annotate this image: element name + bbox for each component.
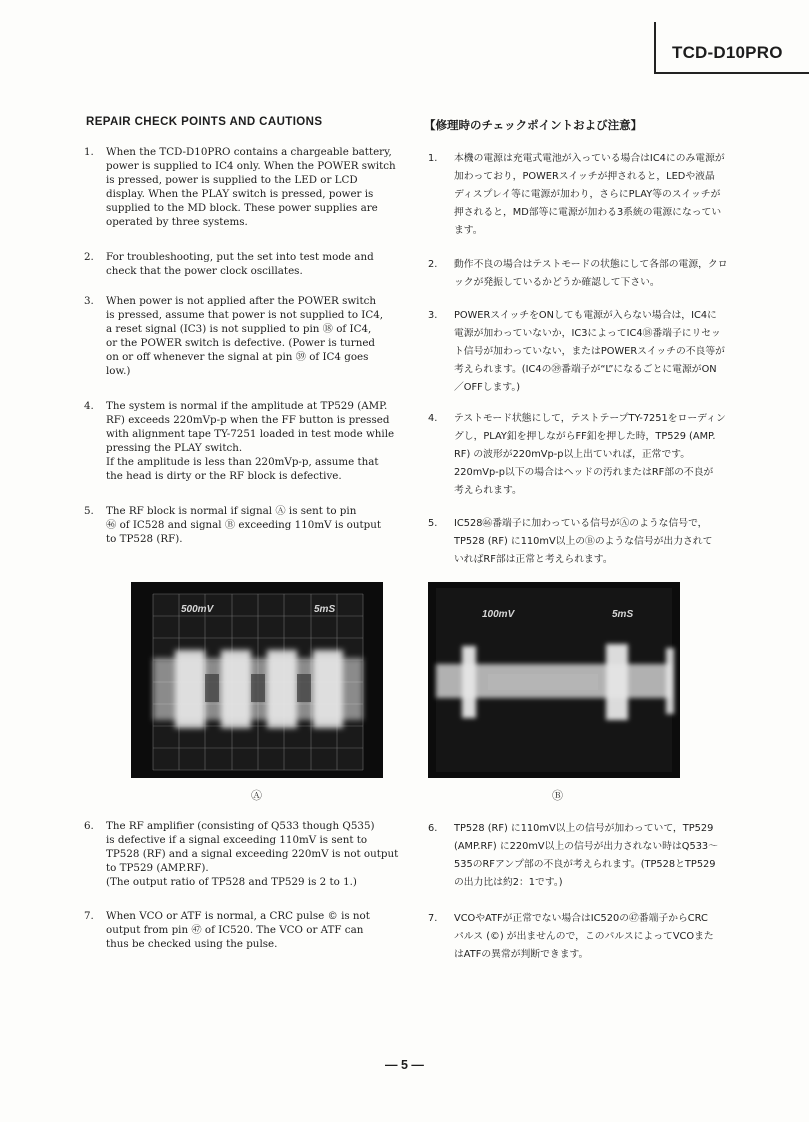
oscilloscope-photo-a bbox=[131, 582, 383, 778]
item-number: 3. bbox=[428, 310, 438, 321]
scope-b-time-label: 5mS bbox=[612, 609, 634, 620]
scope-a-caption: Ⓐ bbox=[251, 789, 262, 802]
item-text: TP528 (RF) に110mV以上の信号が加わっていて，TP529 (AMP.RF) に220mV以上の信号が出力されない時はQ533～ 535のRFアンプ部の不良が考えられます。(TP528とTP529 の出力比は約2：1です。) bbox=[454, 823, 718, 888]
item-text: POWERスイッチをONしても電源が入らない場合は，IC4に 電源が加わっていないか，IC3によってIC4⑱番端子にリセッ ト信号が加わっていない，またはPOWERスイッチの不良等が 考えられます。(IC4の㊴番端子が“L”になるごとに電源がON ／OFFします。) bbox=[454, 310, 725, 393]
item-number: 5. bbox=[428, 518, 438, 529]
item-text: When the TCD-D10PRO contains a chargeable battery, power is supplied to IC4 only. When the POWER switch is pressed, power is supplied to the LED or LCD display. When the PLAY switch is pressed, power is supplied to the MD block. These power supplies are operated by three systems. bbox=[106, 146, 396, 228]
item-number: 2. bbox=[84, 251, 94, 263]
item-number: 1. bbox=[84, 146, 94, 158]
item-number: 4. bbox=[428, 413, 438, 424]
item-number: 6. bbox=[84, 820, 94, 832]
scope-b-volts-label: 100mV bbox=[482, 609, 515, 620]
item-text: 本機の電源は充電式電池が入っている場合はIC4にのみ電源が 加わっており，POWERスイッチが押されると，LEDや液晶 ディスプレイ等に電源が加わり，さらにPLAY等のスイッチが 押されると，MD部等に電源が加わる3系統の電源になってい ます。 bbox=[454, 153, 725, 236]
item-number: 3. bbox=[84, 295, 94, 307]
oscilloscope-photo-b bbox=[428, 582, 680, 778]
item-text: The RF amplifier (consisting of Q533 though Q535) is defective if a signal exceeding 110mV is sent to TP528 (RF) and a signal exceeding 220mV is not output to TP529 (AMP.RF). (The output ratio of TP528 and TP529 is 2 to 1.) bbox=[106, 820, 399, 888]
item-number: 7. bbox=[84, 910, 94, 922]
item-text: The system is normal if the amplitude at TP529 (AMP. RF) exceeds 220mVp-p when the FF button is pressed with alignment tape TY-7251 loaded in test mode while pressing the PLAY switch. If the amplitude is less than 220mVp-p, assume that the head is dirty or the RF block is defective. bbox=[106, 400, 395, 482]
item-text: 動作不良の場合はテストモードの状態にして各部の電源，クロ ックが発振しているかどうか確認して下さい。 bbox=[454, 259, 728, 288]
section-heading-jp: 【修理時のチェックポイントおよび注意】 bbox=[424, 118, 643, 132]
item-number: 4. bbox=[84, 400, 94, 412]
scope-a-volts-label: 500mV bbox=[181, 604, 214, 615]
item-text: VCOやATFが正常でない場合はIC520の㊼番端子からCRC パルス (©) が出ませんので，このパルスによってVCOまた はATFの異常が判断できます。 bbox=[454, 913, 714, 960]
item-text: The RF block is normal if signal Ⓐ is sent to pin ㊻ of IC528 and signal Ⓑ exceeding 110mV is output to TP528 (RF). bbox=[106, 505, 381, 545]
item-number: 1. bbox=[428, 153, 438, 164]
item-text: IC528㊻番端子に加わっている信号がⒶのような信号で， TP528 (RF) に110mV以上のⒷのような信号が出力されて いればRF部は正常と考えられます。 bbox=[454, 518, 713, 565]
item-number: 6. bbox=[428, 823, 438, 834]
page-number: — 5 — bbox=[385, 1058, 424, 1072]
scope-trace-a bbox=[131, 582, 383, 778]
item-number: 5. bbox=[84, 505, 94, 517]
item-text: テストモード状態にして，テストテープTY-7251をローディン グし，PLAY釦を押しながらFF釦を押した時，TP529 (AMP. RF) の波形が220mVp-p以上出ていれば，正常です。 220mVp-p以下の場合はヘッドの汚れまたはRF部の不良が 考えられます。 bbox=[454, 413, 726, 496]
scope-trace-b bbox=[428, 582, 680, 778]
model-title: TCD-D10PRO bbox=[672, 43, 783, 62]
item-number: 7. bbox=[428, 913, 438, 924]
scope-a-time-label: 5mS bbox=[314, 604, 336, 615]
item-number: 2. bbox=[428, 259, 438, 270]
item-text: For troubleshooting, put the set into test mode and check that the power clock oscillates. bbox=[106, 251, 374, 277]
scope-b-caption: Ⓑ bbox=[552, 789, 563, 802]
item-text: When power is not applied after the POWER switch is pressed, assume that power is not supplied to IC4, a reset signal (IC3) is not supplied to pin ⑱ of IC4, or the POWER switch is defective. (Power is turned on or off whenever the signal at pin ㊴ of IC4 goes low.) bbox=[106, 295, 384, 377]
section-heading-en: REPAIR CHECK POINTS AND CAUTIONS bbox=[86, 116, 323, 128]
item-text: When VCO or ATF is normal, a CRC pulse © is not output from pin ㊼ of IC520. The VCO or ATF can thus be checked using the pulse. bbox=[106, 910, 370, 950]
